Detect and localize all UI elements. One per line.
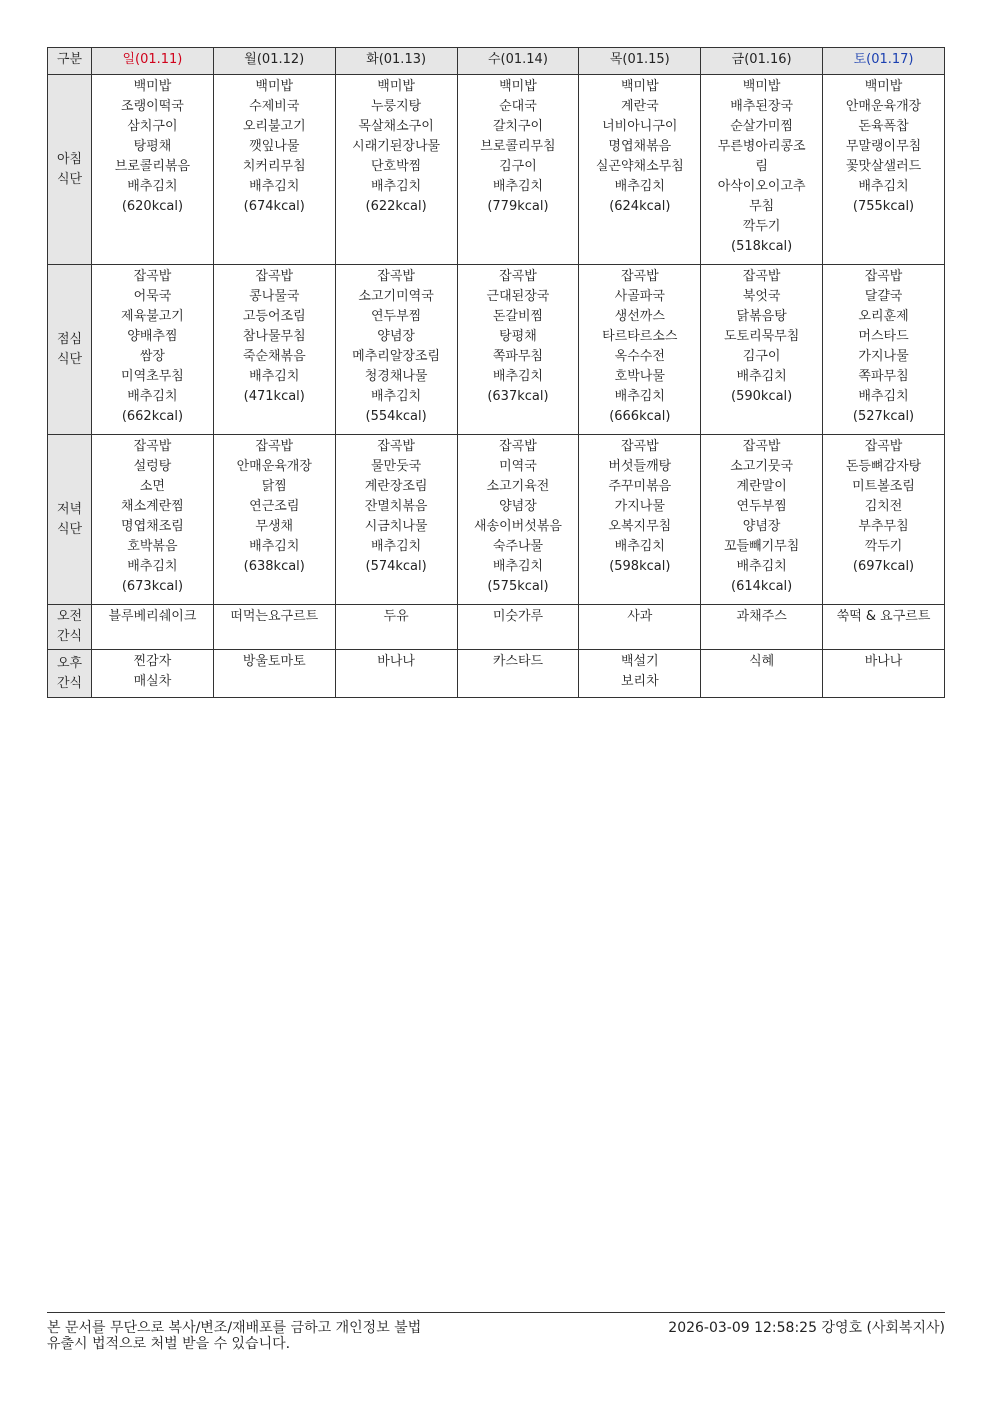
menu-cell	[701, 265, 823, 435]
menu-item: 방울토마토	[242, 654, 306, 669]
menu-cell	[579, 75, 701, 265]
menu-item: (637kcal)	[487, 389, 549, 404]
menu-item: 오리불고기	[242, 119, 306, 134]
notice-line: 유출시 법적으로 처벌 받을 수 있습니다.	[47, 1336, 291, 1352]
menu-item: 찐감자	[133, 654, 172, 669]
menu-item: 순대국	[499, 99, 537, 114]
menu-item: 계란말이	[736, 479, 787, 494]
row-label	[48, 265, 92, 435]
menu-item: 소면	[139, 479, 165, 494]
menu-item: 김치전	[864, 499, 903, 514]
menu-item: (622kcal)	[365, 199, 427, 214]
menu-cell	[823, 605, 945, 650]
menu-cell	[335, 650, 457, 698]
menu-item: 도토리묵무침	[723, 329, 800, 344]
menu-item: 백미밥	[742, 79, 781, 94]
menu-cell	[701, 605, 823, 650]
menu-item: 잡곡밥	[133, 439, 172, 454]
menu-item: 참나물무침	[242, 329, 306, 344]
menu-item: 배추김치	[249, 179, 300, 194]
menu-item: 배추김치	[736, 559, 787, 574]
menu-cell	[92, 650, 214, 698]
menu-cell	[213, 265, 335, 435]
menu-item: 잡곡밥	[742, 269, 781, 284]
row-label-text: 오전	[56, 609, 83, 624]
menu-item: 배추김치	[370, 389, 422, 404]
menu-item: 배추김치	[492, 369, 544, 384]
menu-item: 쪽파무침	[492, 349, 544, 364]
menu-item: 너비아니구이	[602, 119, 678, 134]
menu-item: 시래기된장나물	[352, 139, 441, 154]
menu-item: 백미밥	[620, 79, 659, 94]
menu-item: 양배추찜	[127, 329, 178, 344]
menu-item: 계란국	[620, 99, 659, 114]
menu-item: 돈육폭찹	[858, 119, 909, 134]
menu-item: 백미밥	[133, 79, 172, 94]
menu-item: 소고기뭇국	[730, 459, 794, 474]
row-label-text: 저녁	[56, 501, 83, 517]
menu-item: 호박볶음	[127, 539, 178, 554]
row-label-text: 식단	[56, 171, 83, 187]
menu-item: 잡곡밥	[255, 269, 294, 284]
menu-item: 배추김치	[614, 179, 665, 194]
menu-item: 설렁탕	[133, 459, 172, 474]
menu-item: 돈갈비찜	[492, 309, 544, 324]
menu-item: 목살채소구이	[358, 119, 434, 134]
menu-cell	[701, 75, 823, 265]
menu-item: 고등어조림	[242, 309, 306, 324]
menu-item: 보리차	[620, 674, 659, 689]
menu-item: (755kcal)	[852, 199, 915, 214]
menu-item: 북엇국	[742, 289, 781, 304]
menu-item: 순살가미찜	[730, 119, 794, 134]
menu-item: (575kcal)	[487, 579, 549, 594]
row-label-text: 점심	[56, 331, 83, 347]
header-row	[48, 48, 945, 75]
menu-item: 백미밥	[377, 79, 415, 94]
menu-item: 깍두기	[742, 219, 781, 234]
menu-item: 새송이버섯볶음	[474, 519, 562, 534]
row-label	[48, 435, 92, 605]
menu-item: 잡곡밥	[620, 439, 659, 454]
meal-row-afternoon-snack	[48, 650, 945, 698]
menu-item: 미트볼조림	[852, 479, 915, 494]
row-label	[48, 650, 92, 698]
menu-cell	[701, 650, 823, 698]
menu-item: 제육불고기	[121, 309, 184, 324]
menu-item: 생선까스	[614, 309, 665, 324]
menu-item: 양념장	[377, 329, 415, 344]
menu-item: 채소계란찜	[121, 499, 184, 514]
menu-item: (590kcal)	[731, 389, 793, 404]
menu-item: 소고기미역국	[358, 289, 434, 304]
menu-item: (471kcal)	[243, 389, 305, 404]
menu-item: 배추된장국	[730, 99, 794, 114]
menu-item: 명엽채볶음	[608, 139, 672, 154]
menu-cell	[457, 435, 579, 605]
menu-item: 갈치구이	[492, 119, 544, 134]
meal-plan-table	[47, 47, 945, 698]
menu-item: 배추김치	[858, 389, 909, 404]
print-stamp: 2026-03-09 12:58:25 강영호 (사회복지사)	[668, 1320, 945, 1336]
menu-cell	[92, 435, 214, 605]
row-label	[48, 605, 92, 650]
row-label-text: 간식	[56, 675, 83, 691]
menu-item: 머스타드	[858, 329, 909, 344]
menu-cell	[579, 650, 701, 698]
menu-item: 배추김치	[492, 559, 544, 574]
menu-cell	[335, 435, 457, 605]
day-header-thursday: 목(01.15)	[579, 48, 701, 75]
menu-item: 타르타르소스	[602, 329, 678, 344]
menu-item: 배추김치	[127, 389, 178, 404]
menu-item: 근대된장국	[486, 289, 550, 304]
menu-item: 카스타드	[492, 654, 544, 669]
menu-cell	[823, 265, 945, 435]
menu-item: 과채주스	[736, 609, 787, 624]
menu-item: 식혜	[749, 654, 775, 669]
menu-item: 미역국	[499, 459, 537, 474]
menu-item: 물만둣국	[370, 459, 422, 474]
menu-item: 배추김치	[127, 179, 178, 194]
meal-row-breakfast	[48, 75, 945, 265]
menu-cell	[457, 650, 579, 698]
menu-item: 양념장	[742, 519, 781, 534]
day-header-saturday: 토(01.17)	[823, 48, 945, 75]
menu-item: 잡곡밥	[499, 439, 537, 454]
menu-item: 잔멸치볶음	[364, 499, 428, 514]
menu-item: (624kcal)	[609, 199, 671, 214]
menu-item: 잡곡밥	[499, 269, 537, 284]
menu-item: 브로콜리무침	[480, 139, 556, 154]
menu-item: 바나나	[864, 654, 903, 669]
menu-item: 깍두기	[864, 539, 903, 554]
menu-item: 블루베리쉐이크	[108, 609, 197, 624]
menu-item: (554kcal)	[365, 409, 427, 424]
menu-item: 배추김치	[492, 179, 544, 194]
notice-line: 본 문서를 무단으로 복사/변조/재배포를 금하고 개인정보 불법	[47, 1320, 422, 1336]
menu-item: 청경채나물	[364, 369, 428, 384]
menu-cell	[823, 650, 945, 698]
menu-cell	[92, 605, 214, 650]
meal-row-morning-snack	[48, 605, 945, 650]
day-header-sunday: 일(01.11)	[92, 48, 214, 75]
menu-item: 꼬들빼기무침	[723, 539, 800, 554]
menu-item: 백미밥	[499, 79, 537, 94]
row-label-text: 식단	[56, 521, 83, 537]
menu-item: 탕평채	[499, 329, 537, 344]
menu-item: 김구이	[742, 349, 781, 364]
day-header-wednesday: 수(01.14)	[457, 48, 579, 75]
menu-item: 닭찜	[261, 479, 287, 494]
menu-item: 명엽채조림	[121, 519, 184, 534]
row-label	[48, 75, 92, 265]
menu-item: 배추김치	[858, 179, 909, 194]
menu-cell	[92, 265, 214, 435]
menu-item: 가지나물	[614, 499, 665, 514]
menu-item: 쑥떡 & 요구르트	[836, 609, 931, 624]
row-label-text: 간식	[56, 629, 83, 644]
menu-cell	[335, 265, 457, 435]
menu-cell	[579, 435, 701, 605]
menu-item: 주꾸미볶음	[608, 479, 672, 494]
menu-item: 닭볶음탕	[736, 309, 787, 324]
menu-item: 백미밥	[864, 79, 903, 94]
menu-item: 어묵국	[133, 289, 172, 304]
menu-item: (662kcal)	[121, 409, 184, 424]
menu-item: 무침	[749, 199, 775, 214]
menu-item: 미역초무침	[121, 369, 184, 384]
menu-item: 연두부찜	[370, 309, 422, 324]
menu-item: (620kcal)	[121, 199, 184, 214]
menu-item: 단호박찜	[370, 159, 422, 174]
menu-item: 배추김치	[614, 389, 665, 404]
menu-item: (779kcal)	[487, 199, 549, 214]
menu-item: 미숫가루	[492, 609, 544, 624]
menu-item: (527kcal)	[852, 409, 915, 424]
menu-cell	[823, 75, 945, 265]
menu-item: 배추김치	[614, 539, 665, 554]
menu-item: 잡곡밥	[377, 439, 415, 454]
menu-cell	[457, 605, 579, 650]
menu-item: 잡곡밥	[255, 439, 294, 454]
menu-item: 무른병아리콩조	[717, 139, 806, 154]
menu-item: (673kcal)	[121, 579, 184, 594]
menu-item: 백설기	[620, 654, 659, 669]
menu-item: 돈등뼈감자탕	[845, 459, 922, 474]
menu-item: 수제비국	[249, 99, 300, 114]
menu-item: 메추리알장조림	[352, 349, 441, 364]
menu-item: 무생채	[255, 519, 294, 534]
menu-cell	[213, 605, 335, 650]
menu-item: 실곤약채소무침	[595, 159, 684, 174]
menu-item: 삼치구이	[127, 119, 178, 134]
menu-item: 배추김치	[249, 539, 300, 554]
menu-item: 누룽지탕	[370, 99, 422, 114]
menu-item: 잡곡밥	[620, 269, 659, 284]
menu-item: 치커리무침	[242, 159, 306, 174]
menu-item: 깻잎나물	[249, 139, 300, 154]
row-label-text: 식단	[56, 351, 83, 367]
meal-rows	[48, 75, 945, 698]
menu-item: 무말랭이무침	[845, 139, 922, 154]
menu-item: 호박나물	[614, 369, 665, 384]
menu-item: 가지나물	[858, 349, 909, 364]
menu-item: 옥수수전	[614, 349, 665, 364]
menu-item: 배추김치	[127, 559, 178, 574]
menu-item: 잡곡밥	[864, 269, 903, 284]
menu-item: 두유	[383, 609, 409, 624]
menu-cell	[579, 605, 701, 650]
corner-cell: 구분	[48, 48, 92, 75]
menu-item: (674kcal)	[243, 199, 305, 214]
menu-item: 백미밥	[255, 79, 294, 94]
menu-cell	[92, 75, 214, 265]
menu-item: 콩나물국	[249, 289, 300, 304]
menu-cell	[213, 650, 335, 698]
menu-item: 쌈장	[139, 349, 165, 364]
menu-cell	[457, 265, 579, 435]
menu-cell	[335, 605, 457, 650]
menu-item: (614kcal)	[731, 579, 793, 594]
menu-item: 부추무침	[858, 519, 909, 534]
menu-item: 오리훈제	[858, 309, 909, 324]
menu-cell	[701, 435, 823, 605]
menu-item: 잡곡밥	[864, 439, 903, 454]
menu-item: 사골파국	[614, 289, 665, 304]
menu-item: 소고기육전	[486, 479, 550, 494]
day-header-monday: 월(01.12)	[213, 48, 335, 75]
menu-item: 양념장	[499, 499, 537, 514]
menu-item: 배추김치	[370, 179, 422, 194]
menu-item: 안매운육개장	[845, 99, 922, 114]
menu-item: 연근조림	[249, 499, 300, 514]
menu-item: 버섯들깨탕	[608, 459, 672, 474]
menu-cell	[213, 75, 335, 265]
day-header-tuesday: 화(01.13)	[335, 48, 457, 75]
menu-item: 김구이	[499, 159, 537, 174]
menu-cell	[335, 75, 457, 265]
menu-item: 사과	[627, 609, 653, 624]
menu-item: 안매운육개장	[236, 459, 312, 474]
menu-cell	[213, 435, 335, 605]
menu-item: 탕평채	[133, 139, 172, 154]
menu-item: 배추김치	[249, 369, 300, 384]
menu-cell	[823, 435, 945, 605]
row-label-text: 오후	[56, 655, 83, 671]
menu-item: 쪽파무침	[858, 369, 909, 384]
menu-item: 시금치나물	[364, 519, 428, 534]
menu-item: 죽순채볶음	[242, 349, 306, 364]
menu-item: 배추김치	[736, 369, 787, 384]
day-header-friday: 금(01.16)	[701, 48, 823, 75]
menu-item: 조랭이떡국	[121, 99, 184, 114]
menu-cell	[579, 265, 701, 435]
menu-cell	[457, 75, 579, 265]
menu-item: (574kcal)	[365, 559, 427, 574]
menu-item: 잡곡밥	[742, 439, 781, 454]
footer-notice	[47, 1320, 517, 1352]
menu-item: 오복지무침	[608, 519, 672, 534]
menu-item: (638kcal)	[243, 559, 305, 574]
row-label-text: 아침	[56, 151, 83, 167]
meal-row-dinner	[48, 435, 945, 605]
menu-item: 숙주나물	[492, 539, 544, 554]
menu-item: 잡곡밥	[377, 269, 415, 284]
menu-item: 매실차	[133, 674, 172, 689]
menu-item: 연두부찜	[736, 499, 787, 514]
menu-item: 계란장조림	[364, 479, 428, 494]
menu-item: 꽃맛살샐러드	[845, 159, 922, 174]
menu-item: (518kcal)	[731, 239, 793, 254]
menu-item: 배추김치	[370, 539, 422, 554]
menu-item: 림	[755, 159, 768, 174]
footer	[47, 1312, 945, 1352]
menu-item: (666kcal)	[609, 409, 671, 424]
menu-item: 브로콜리볶음	[114, 159, 191, 174]
menu-item: 아삭이오이고추	[717, 179, 806, 194]
menu-item: 달걀국	[864, 289, 903, 304]
menu-item: (697kcal)	[852, 559, 915, 574]
menu-item: 잡곡밥	[133, 269, 172, 284]
meal-row-lunch	[48, 265, 945, 435]
menu-item: 떠먹는요구르트	[230, 609, 319, 624]
menu-item: 바나나	[377, 654, 415, 669]
menu-item: (598kcal)	[609, 559, 671, 574]
